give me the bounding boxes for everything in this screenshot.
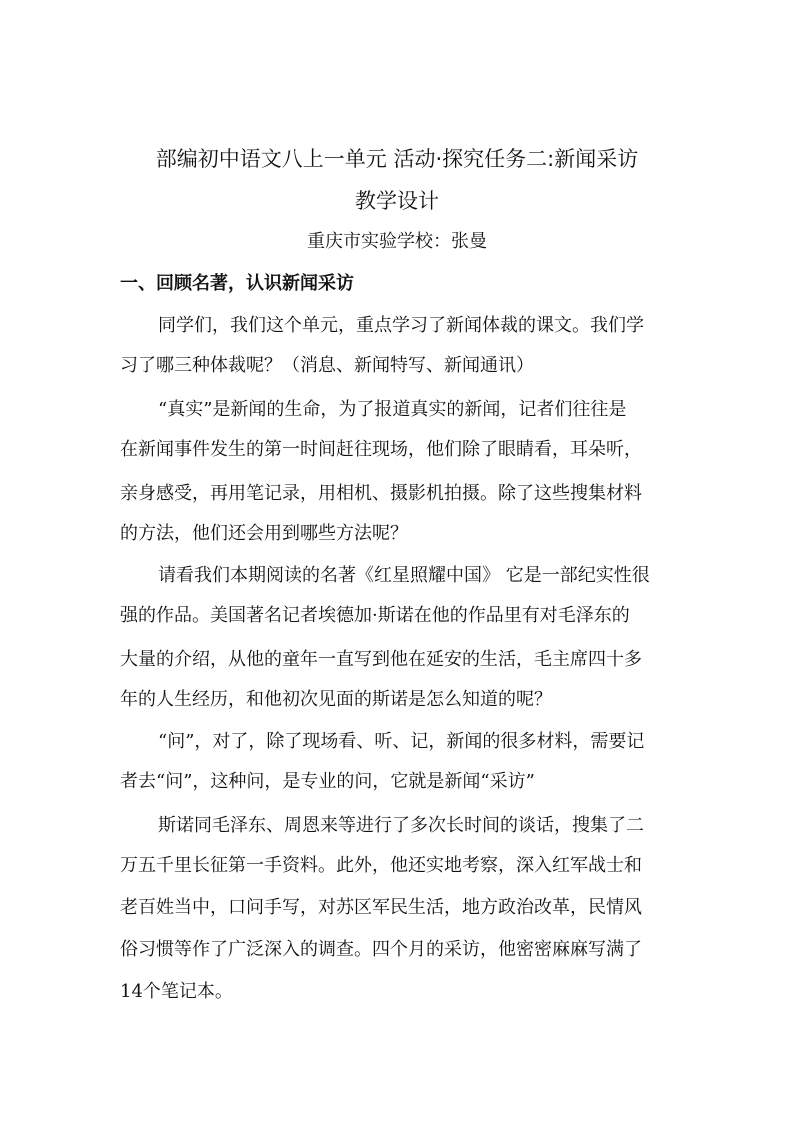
paragraph-line: 万五千里长征第一手资料。此外，他还实地考察，深入红军战士和	[120, 855, 642, 876]
paragraph-line: 大量的介绍，从他的童年一直写到他在延安的生活，毛主席四十多	[120, 649, 642, 670]
paragraph-line: 14个笔记本。	[120, 981, 233, 1002]
paragraph-line: 同学们，我们这个单元，重点学习了新闻体裁的课文。我们学	[158, 315, 644, 336]
paragraph-line: 俗习惯等作了广泛深入的调查。四个月的采访，他密密麻麻写满了	[120, 939, 642, 960]
document-title: 部编初中语文八上一单元 活动·探究任务二:新闻采访	[155, 147, 639, 171]
paragraph-line: 在新闻事件发生的第一时间赶往现场，他们除了眼睛看，耳朵听，	[120, 439, 642, 460]
paragraph-line: 的方法，他们还会用到哪些方法呢？	[120, 523, 408, 544]
paragraph-line: 请看我们本期阅读的名著《红星照耀中国》 它是一部纪实性很	[158, 565, 650, 586]
paragraph-line: 老百姓当中，口问手写，对苏区军民生活，地方政治改革，民情风	[120, 897, 642, 918]
paragraph-line: “问”，对了，除了现场看、听、记，新闻的很多材料，需要记	[158, 731, 645, 752]
paragraph-line: “真实”是新闻的生命，为了报道真实的新闻，记者们往往是	[158, 399, 627, 420]
paragraph-line: 斯诺同毛泽东、周恩来等进行了多次长时间的谈话，搜集了二	[158, 815, 644, 836]
paragraph-line: 强的作品。美国著名记者埃德加·斯诺在他的作品里有对毛泽东的	[120, 605, 630, 626]
section-heading: 一、回顾名著，认识新闻采访	[120, 273, 354, 294]
author-line: 重庆市实验学校：张曼	[307, 231, 487, 252]
paragraph-line: 年的人生经历，和他初次见面的斯诺是怎么知道的呢？	[120, 689, 552, 710]
paragraph-line: 习了哪三种体裁呢？（消息、新闻特写、新闻通讯）	[120, 355, 534, 376]
paragraph-line: 亲身感受，再用笔记录，用相机、摄影机拍摄。除了这些搜集材料	[120, 483, 642, 504]
document-subtitle: 教学设计	[355, 189, 439, 213]
paragraph-line: 者去“问”，这种问，是专业的问，它就是新闻“采访”	[120, 771, 535, 792]
